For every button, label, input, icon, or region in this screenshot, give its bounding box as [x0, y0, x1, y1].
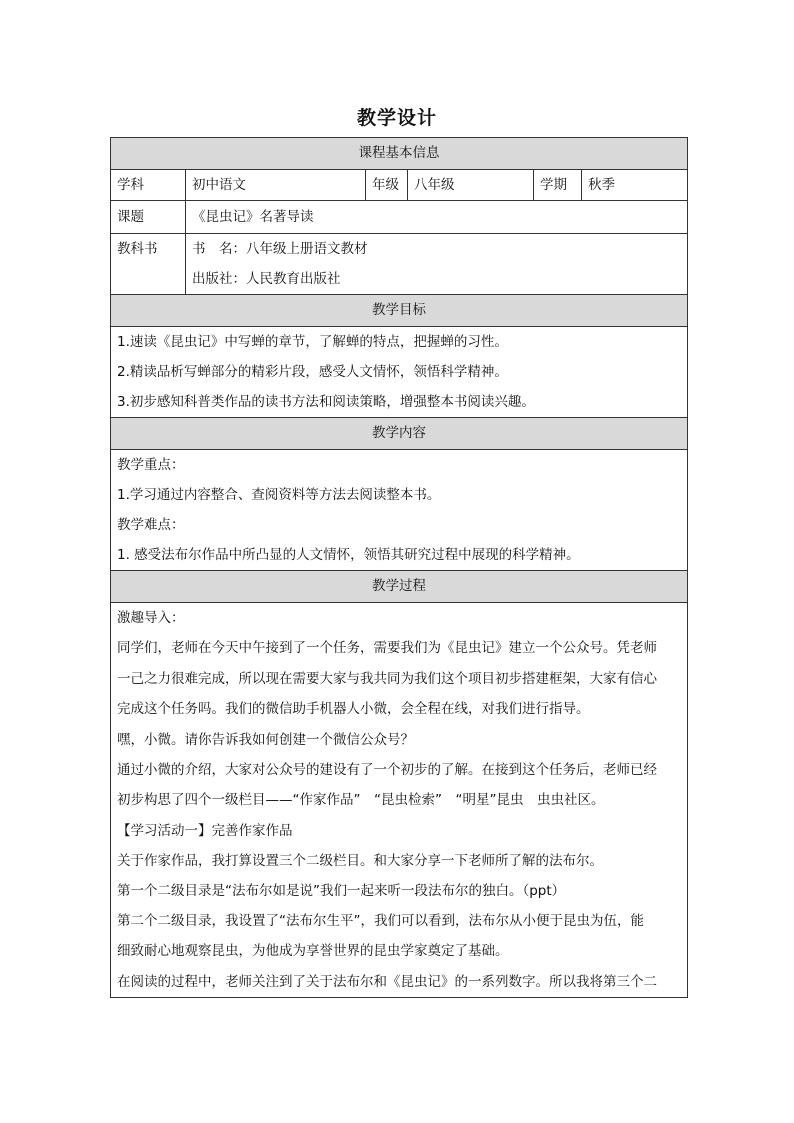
process-paragraph: 在阅读的过程中，老师关注到了关于法布尔和《昆虫记》的一系列数字。所以我将第三个二	[117, 973, 657, 990]
section-header-process: 教学过程	[111, 571, 688, 603]
term-value: 秋季	[582, 170, 688, 201]
section-header-basic-info: 课程基本信息	[111, 138, 688, 170]
goals-cell	[111, 327, 688, 418]
process-paragraph	[117, 755, 681, 816]
difficult-points-label: 教学难点：	[117, 517, 185, 533]
paragraph-line: 通过小微的介绍，大家对公众号的建设有了一个初步的了解。在接到这个任务后，老师已经	[117, 761, 657, 778]
lesson-plan-table	[110, 137, 688, 998]
grade-value: 八年级	[408, 170, 534, 201]
document-title: 教学设计	[356, 107, 437, 129]
paragraph-line: 第二个二级目录，我设置了“法布尔生平”，我们可以看到，法布尔从小便于昆虫为伍，能	[117, 912, 644, 929]
textbook-publisher-line: 出版社：人民教育出版社	[192, 271, 341, 287]
paragraph-line: 一己之力很难完成，所以现在需要大家与我共同为我们这个项目初步搭建框架，大家有信心	[117, 670, 657, 687]
process-paragraph: 第一个二级目录是“法布尔如是说”我们一起来听一段法布尔的独白。（ppt）	[117, 882, 566, 899]
term-label: 学期	[534, 170, 582, 201]
intro-label: 激趣导入：	[117, 610, 185, 626]
paragraph-line: 初步构思了四个一级栏目——“作家作品” “昆虫检索” “明星”昆虫 虫虫社区。	[117, 792, 605, 808]
grade-label: 年级	[366, 170, 408, 201]
key-point-item: 1.学习通过内容整合、查阅资料等方法去阅读整本书。	[117, 487, 441, 503]
textbook-label: 教科书	[111, 234, 186, 295]
topic-value: 《昆虫记》名著导读	[186, 201, 688, 234]
process-paragraph: 嘿，小微。请你告诉我如何创建一个微信公众号？	[117, 731, 414, 748]
textbook-info	[186, 234, 688, 295]
goal-item: 3.初步感知科普类作品的读书方法和阅读策略，增强整本书阅读兴趣。	[117, 394, 535, 410]
goal-item: 2.精读品析写蝉部分的精彩片段，感受人文情怀，领悟科学精神。	[117, 364, 508, 380]
activity-heading: 【学习活动一】完善作家作品	[117, 822, 293, 839]
paragraph-line: 细致耐心地观察昆虫，为他成为享誉世界的昆虫学家奠定了基础。	[117, 943, 509, 959]
goal-item: 1.速读《昆虫记》中写蝉的章节，了解蝉的特点，把握蝉的习性。	[117, 334, 508, 350]
paragraph-line: 同学们，老师在今天中午接到了一个任务，需要我们为《昆虫记》建立一个公众号。凭老师	[117, 640, 657, 656]
subject-value: 初中语文	[186, 170, 366, 201]
section-header-goals: 教学目标	[111, 295, 688, 327]
subject-label: 学科	[111, 170, 186, 201]
process-paragraph	[117, 906, 681, 967]
key-points-label: 教学重点：	[117, 457, 185, 473]
process-paragraph: 关于作家作品，我打算设置三个二级栏目。和大家分享一下老师所了解的法布尔。	[117, 852, 603, 869]
textbook-name-line: 书 名：八年级上册语文教材	[192, 241, 368, 257]
difficult-point-item: 1. 感受法布尔作品中所凸显的人文情怀，领悟其研究过程中展现的科学精神。	[117, 547, 580, 563]
content-cell	[111, 450, 688, 571]
process-paragraph	[117, 633, 681, 725]
section-header-content: 教学内容	[111, 418, 688, 450]
process-cell	[111, 603, 688, 998]
topic-label: 课题	[111, 201, 186, 234]
paragraph-line: 完成这个任务吗。我们的微信助手机器人小微，会全程在线，对我们进行指导。	[117, 701, 590, 717]
